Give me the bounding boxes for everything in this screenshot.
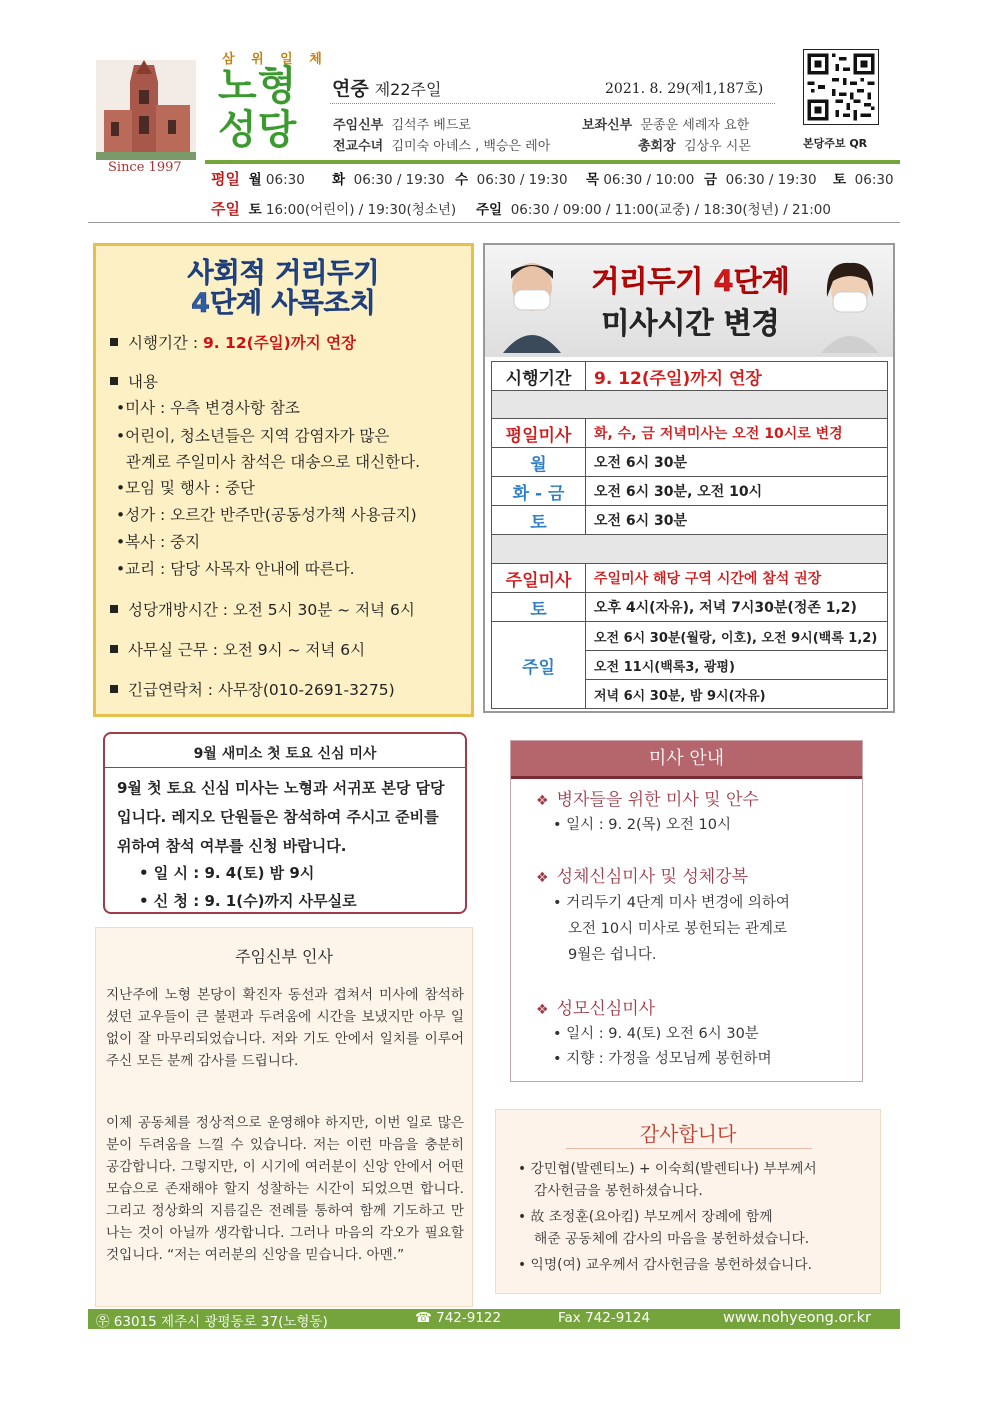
content-line: •미사 : 우측 변경사항 참조 (116, 399, 300, 417)
thanks-item: • 익명(여) 교우께서 감사헌금을 봉헌하셨습니다. (518, 1257, 813, 1273)
greeting-paragraph-2: 이제 공동체를 정상적으로 운영해야 하지만, 이번 일로 많은 분이 두려움을 느낄 수 있습니다. 저는 이런 마음을 충분히 공감합니다. 그렇지만, 이 시기에 여러분이 신앙 안에서 어떤 모습으로 존재해야 할지 성찰하는 시간이 되었으면 합니다. 그리고 정상화의 지름길은 전례를 통하여 함께 기도하고 만나는 것이 아닐까 생각합니다. 그러나 마음의 각오가 필요할 것입니다. “저는 여러분의 신앙을 믿습니다. 아멘.” (106, 1115, 464, 1263)
schedule-sat: 토 06:30 (833, 172, 894, 188)
guide-section-2: ❖ 성체신심미사 및 성체강복 (536, 867, 749, 887)
sat-label: 토 (492, 506, 586, 535)
sun-value: 오전 11시(백록3, 광평) (586, 651, 888, 680)
diamond-icon: ❖ (536, 793, 549, 809)
sat-value: 오전 6시 30분 (586, 506, 888, 535)
period-value: 9. 12(주일)까지 연장 (202, 334, 357, 352)
first-saturday-body: 9월 첫 토요 신심 미사는 노형과 서귀포 본당 담당입니다. 레지오 단원들은 참석하여 주시고 준비를 위하여 참석 여부를 신청 바랍니다. (117, 779, 445, 855)
sisters-label: 전교수녀 (333, 139, 384, 154)
thanks-item: 해준 공동체에 감사의 마음을 봉헌하셨습니다. (534, 1231, 810, 1247)
table-row (492, 362, 888, 391)
guide-section-3: ❖ 성모신심미사 (536, 999, 656, 1019)
since-year: Since 1997 (108, 160, 182, 175)
sun-sat-value: 오후 4시(자유), 저녁 7시30분(정존 1,2) (586, 593, 888, 622)
diamond-icon: ❖ (536, 1002, 549, 1018)
footer-fax: Fax 742-9124 (558, 1310, 651, 1326)
footer-address: ㉾ 63015 제주시 광평동로 37(노형동) (96, 1314, 328, 1330)
sun-label: 주일 (492, 622, 586, 709)
greeting-title: 주임신부 인사 (235, 947, 333, 966)
thanks-item: • 故 조정훈(요아킴) 부모께서 장례에 함께 (518, 1209, 773, 1225)
assistant-label: 보좌신부 (582, 118, 633, 133)
pastor-name: 김석주 베드로 (391, 118, 471, 133)
sunday-schedule: 주일 토 16:00(어린이) / 19:30(청소년) (211, 200, 457, 218)
content-line: •교리 : 담당 사목자 안내에 따른다. (116, 560, 355, 578)
sunday-mass-note: 주일미사 해당 구역 시간에 참석 권장 (586, 564, 888, 593)
period-label: 시행기간 (492, 362, 586, 391)
thanks-item: 감사헌금을 봉헌하셨습니다. (534, 1183, 703, 1199)
period-item: 시행기간 : 9. 12(주일)까지 연장 (110, 331, 356, 353)
sisters-row (333, 135, 550, 154)
distancing-title-2: 4단계 사목조치 (191, 288, 376, 319)
table-row (492, 506, 888, 535)
guide-section-1: ❖ 병자들을 위한 미사 및 안수 (536, 790, 759, 810)
tue-fri-value: 오전 6시 30분, 오전 10시 (586, 477, 888, 506)
first-saturday-box (103, 732, 467, 914)
table-row (492, 391, 888, 419)
table-row (492, 564, 888, 593)
period-value: 9. 12(주일)까지 연장 (586, 362, 888, 391)
tue-fri-label: 화 - 금 (492, 477, 586, 506)
table-row (492, 622, 888, 651)
content-line: •모임 및 행사 : 중단 (116, 479, 255, 497)
logo-line-2: 성당 (218, 107, 298, 153)
footer-phone: ☎ 742-9122 (415, 1310, 502, 1326)
emergency-item: 긴급연락처 : 사무장(010-2691-3275) (110, 678, 395, 700)
content-line: •복사 : 중지 (116, 533, 201, 551)
header-divider (330, 103, 775, 104)
table-row (492, 593, 888, 622)
mon-label: 월 (492, 448, 586, 477)
table-row (492, 448, 888, 477)
weekday-schedule: 평일 월 06:30 (211, 170, 305, 188)
mass-change-banner (485, 245, 893, 357)
thanks-title: 감사합니다 (639, 1122, 737, 1146)
table-row (492, 419, 888, 448)
pastor-label: 주임신부 (333, 118, 384, 133)
council-label: 총회장 (638, 139, 676, 154)
council-name: 김상우 시몬 (683, 139, 751, 154)
first-saturday-divider (105, 767, 465, 768)
qr-label: 본당주보 QR (803, 137, 868, 150)
schedule-tue: 화 06:30 / 19:30 (332, 172, 445, 188)
first-saturday-apply: • 신 청 : 9. 1(수)까지 사무실로 (139, 892, 357, 910)
content-line: 관계로 주일미사 참석은 대송으로 대신한다. (116, 453, 421, 471)
schedule-thu: 목 06:30 / 10:00 (586, 172, 695, 188)
sunday-mass-label: 주일미사 (492, 564, 586, 593)
header-green-bar (205, 160, 900, 164)
guide-item: • 지향 : 가정을 성모님께 봉헌하며 (553, 1051, 772, 1067)
pastor-row (333, 114, 471, 133)
church-illustration (96, 60, 196, 160)
first-saturday-title: 9월 새미소 첫 토요 신심 미사 (193, 746, 377, 762)
week-number: 제22주일 (374, 80, 442, 99)
thanks-item: • 강민협(발렌티노) + 이숙희(발렌티나) 부부께서 (518, 1161, 817, 1177)
qr-code-icon[interactable] (803, 49, 879, 125)
schedule-fri: 금 06:30 / 19:30 (704, 172, 817, 188)
distancing-title-1: 사회적 거리두기 (187, 258, 380, 289)
council-row (638, 135, 751, 154)
woman-mask-icon (815, 257, 885, 353)
diamond-icon: ❖ (536, 870, 549, 886)
content-line: •성가 : 오르간 반주만(공동성가책 사용금지) (116, 506, 417, 524)
weekday-mass-label: 평일미사 (492, 419, 586, 448)
first-saturday-date: • 일 시 : 9. 4(토) 밤 9시 (139, 864, 315, 882)
guide-item: • 일시 : 9. 2(목) 오전 10시 (553, 817, 731, 833)
guide-item: • 일시 : 9. 4(토) 오전 6시 30분 (553, 1026, 759, 1042)
mass-change-title-2: 미사시간 변경 (601, 306, 780, 340)
sunday-label: 주일 (211, 200, 240, 218)
content-item: 내용 (110, 370, 158, 392)
weekday-mass-note: 화, 수, 금 저녁미사는 오전 10시로 변경 (586, 419, 888, 448)
week-season: 연중 (332, 78, 369, 100)
mass-change-graphic (483, 243, 895, 713)
guide-item: 오전 10시 미사로 봉헌되는 관계로 (568, 921, 787, 937)
mass-change-title-1: 거리두기 4단계 (591, 264, 790, 298)
mon-value: 오전 6시 30분 (586, 448, 888, 477)
week-title (332, 74, 441, 101)
office-hours-item: 사무실 근무 : 오전 9시 ~ 저녁 6시 (110, 638, 365, 660)
sunday-times: 주일 06:30 / 09:00 / 11:00(교중) / 18:30(청년) / 21:00 (476, 202, 831, 218)
thanks-title-line (566, 1148, 812, 1149)
sun-value: 오전 6시 30분(월랑, 이호), 오전 9시(백록 1,2) (586, 622, 888, 651)
logo-line-1: 노형 (218, 63, 298, 109)
assistant-name: 문종운 세례자 요한 (640, 118, 750, 133)
greeting-paragraph-1: 지난주에 노형 본당이 확진자 동선과 겹쳐서 미사에 참석하셨던 교우들이 큰 불편과 두려움에 시간을 보냈지만 아무 일 없이 잘 마무리되었습니다. 저와 기도 안에서 일치를 이루어 주신 모든 분께 감사를 드립니다. (106, 987, 464, 1069)
assistant-row (582, 114, 749, 133)
table-row (492, 477, 888, 506)
mass-guide (510, 740, 863, 1082)
sun-value: 저녁 6시 30분, 밤 9시(자유) (586, 680, 888, 709)
table-row (492, 535, 888, 564)
guide-item: 9월은 쉽니다. (568, 947, 657, 963)
weekday-label: 평일 (211, 170, 240, 188)
open-hours-item: 성당개방시간 : 오전 5시 30분 ~ 저녁 6시 (110, 598, 415, 620)
pastor-greeting (95, 927, 473, 1307)
issue-date: 2021. 8. 29(제1,187호) (605, 81, 764, 97)
distancing-notice (93, 243, 474, 717)
content-line: •어린이, 청소년들은 지역 감염자가 많은 (116, 427, 390, 445)
sun-sat-label: 토 (492, 593, 586, 622)
mass-change-table (491, 361, 888, 709)
footer-bar (88, 1309, 900, 1329)
sisters-name: 김미숙 아녜스 , 백승은 레아 (391, 139, 551, 154)
header-bottom-line (88, 222, 900, 223)
schedule-wed: 수 06:30 / 19:30 (455, 172, 568, 188)
mass-guide-title: 미사 안내 (511, 741, 862, 776)
mass-guide-title-line (511, 776, 862, 779)
thanks-box (495, 1109, 881, 1294)
guide-item: • 거리두기 4단계 미사 변경에 의하여 (553, 895, 790, 911)
man-mask-icon (497, 257, 567, 353)
footer-website-link[interactable]: www.nohyeong.or.kr (723, 1310, 871, 1326)
trinity-text: 삼 위 일 체 (222, 52, 328, 67)
